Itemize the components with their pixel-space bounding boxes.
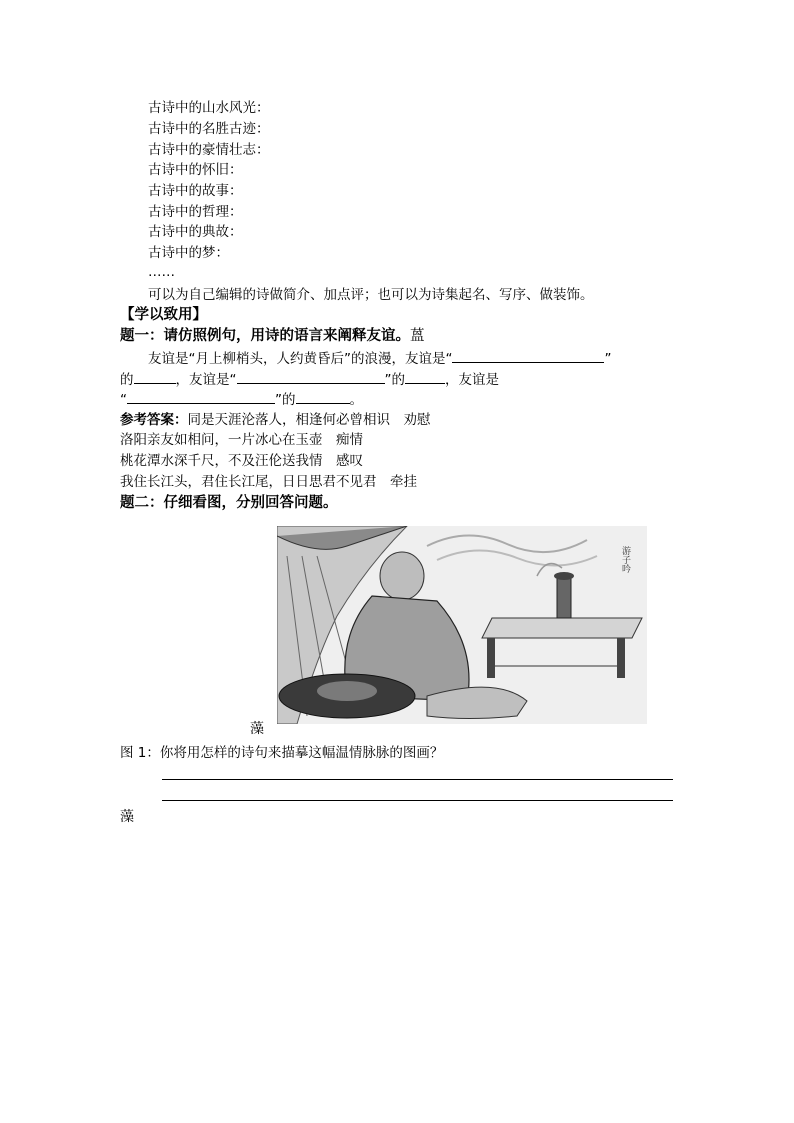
fill-text: ”的	[275, 392, 296, 408]
topic-line: 古诗中的怀旧：	[148, 162, 243, 178]
answer-rule[interactable]	[162, 779, 673, 780]
answer-line: 我住长江头，君住长江尾，日日思君不见君 牵挂	[120, 474, 417, 490]
topic-line: 古诗中的山水风光：	[148, 100, 270, 116]
answer-text: 同是天涯沦落人，相逢何必曾相识 劝慰	[187, 412, 431, 428]
illustration-caption: 游子吟	[620, 546, 630, 573]
stray-glyph: 藻	[250, 721, 264, 737]
fill-text: 的	[120, 372, 134, 388]
illustration-mother-sewing	[277, 526, 647, 724]
fill-text: 友谊是“月上柳梢头，人约黄昏后”的浪漫，友谊是“	[148, 351, 453, 367]
topic-line: 古诗中的梦：	[148, 245, 229, 261]
answer-blank[interactable]	[405, 369, 445, 384]
topic-line: 古诗中的豪情壮志：	[148, 142, 270, 158]
fill-text: ，友谊是“	[175, 372, 237, 388]
answer-blank[interactable]	[452, 348, 604, 363]
figure-question: 图 1：你将用怎样的诗句来描摹这幅温情脉脉的图画？	[120, 745, 444, 761]
answer-blank[interactable]	[134, 369, 176, 384]
topic-line: 古诗中的哲理：	[148, 204, 243, 220]
fill-text: ”	[604, 351, 612, 367]
tip-text: 可以为自己编辑的诗做简介、加点评；也可以为诗集起名、写序、做装饰。	[148, 287, 594, 303]
question-1-title	[120, 326, 425, 346]
fill-text: “	[120, 392, 127, 408]
fill-text: ”的	[384, 372, 405, 388]
fill-text: 。	[349, 392, 363, 408]
answer-rule[interactable]	[162, 800, 673, 801]
topic-line: 古诗中的名胜古迹：	[148, 121, 270, 137]
topic-line: 古诗中的典故：	[148, 224, 243, 240]
fill-line-3	[120, 389, 363, 410]
stray-glyph: 藻	[120, 809, 134, 825]
answer-blank[interactable]	[127, 389, 275, 404]
illustration-drawing	[277, 526, 647, 724]
answer-blank[interactable]	[237, 369, 385, 384]
stray-glyph: 蒕	[410, 328, 425, 344]
fill-line-1	[148, 348, 611, 369]
answer-line: 桃花潭水深千尺，不及汪伦送我情 感叹	[120, 453, 363, 469]
topic-ellipsis: ……	[148, 264, 175, 280]
topic-line: 古诗中的故事：	[148, 183, 243, 199]
question-1-title-text: 题一：请仿照例句，用诗的语言来阐释友谊。	[120, 328, 410, 344]
answer-line: 洛阳亲友如相问，一片冰心在玉壶 痴情	[120, 432, 363, 448]
answer-line	[120, 410, 431, 430]
answer-label: 参考答案：	[120, 412, 188, 428]
answer-blank[interactable]	[296, 389, 350, 404]
fill-line-2	[120, 369, 499, 390]
question-2-title: 题二：仔细看图，分别回答问题。	[120, 495, 338, 511]
fill-text: ，友谊是	[445, 372, 499, 388]
section-title: 【学以致用】	[120, 307, 207, 323]
